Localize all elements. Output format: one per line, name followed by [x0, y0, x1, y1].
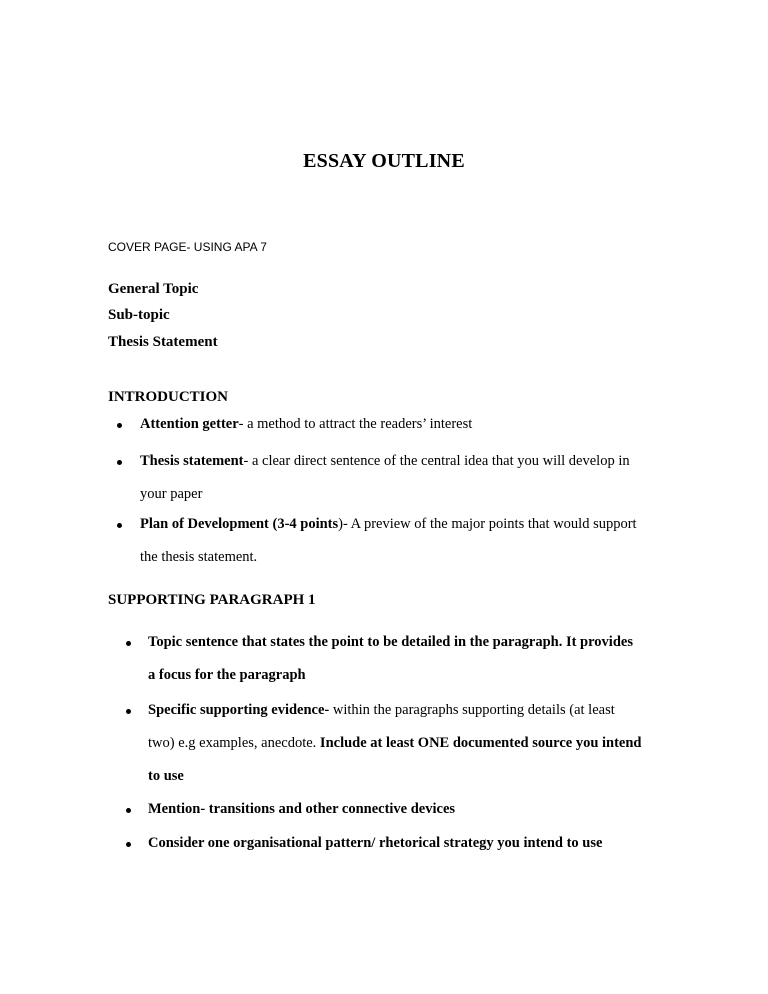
bullet-icon	[126, 842, 131, 847]
list-item: Topic sentence that states the point to be detailed in the paragraph. It provides	[148, 634, 633, 650]
bullet-icon	[126, 641, 131, 646]
list-item: Plan of Development (3-4 points)- A preview of the major points that would support	[140, 516, 637, 532]
general-topic-label: General Topic	[108, 281, 199, 297]
list-item: Specific supporting evidence- within the paragraphs supporting details (at least	[148, 702, 615, 718]
sub-topic-label: Sub-topic	[108, 307, 170, 323]
introduction-heading: INTRODUCTION	[108, 389, 229, 405]
document-title: ESSAY OUTLINE	[303, 150, 465, 172]
list-item: Consider one organisational pattern/ rhetorical strategy you intend to use	[148, 835, 603, 851]
list-item-continuation: the thesis statement.	[140, 549, 258, 565]
thesis-statement-label: Thesis Statement	[108, 334, 218, 350]
list-item: Attention getter- a method to attract the readers’ interest	[140, 416, 473, 432]
list-item: Thesis statement- a clear direct sentence of the central idea that you will develop in	[140, 453, 630, 469]
list-item-continuation: to use	[148, 768, 184, 784]
cover-page-note: COVER PAGE- USING APA 7	[108, 240, 267, 254]
supporting-paragraph-1-heading: SUPPORTING PARAGRAPH 1	[108, 592, 316, 608]
list-item-continuation: two) e.g examples, anecdote. Include at least ONE documented source you intend	[148, 735, 642, 751]
list-item-continuation: your paper	[140, 486, 203, 502]
list-item-continuation: a focus for the paragraph	[148, 667, 306, 683]
bullet-icon	[117, 523, 122, 528]
bullet-icon	[117, 423, 122, 428]
bullet-icon	[117, 460, 122, 465]
bullet-icon	[126, 808, 131, 813]
bullet-icon	[126, 709, 131, 714]
list-item: Mention- transitions and other connective devices	[148, 801, 456, 817]
